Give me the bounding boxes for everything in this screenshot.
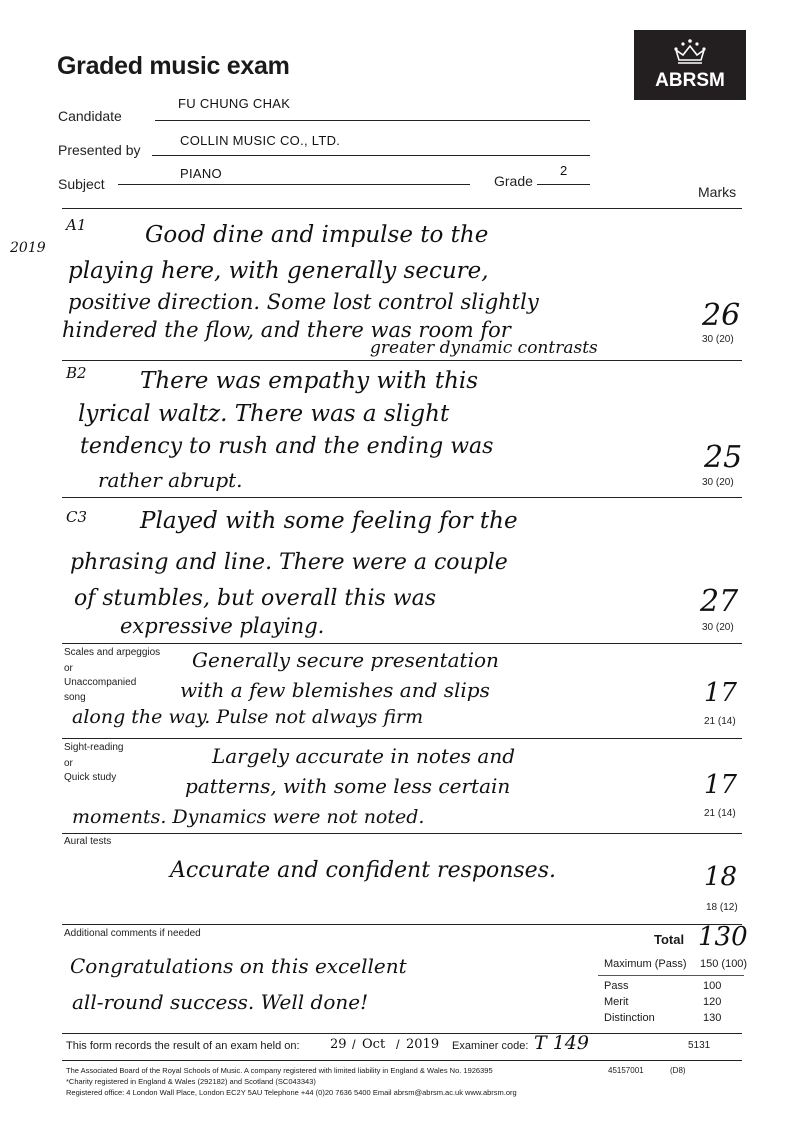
section-label: Sight-reading <box>64 742 124 753</box>
comment-line: rather abrupt. <box>98 468 243 492</box>
pass-label: Pass <box>604 980 629 992</box>
distinction-label: Distinction <box>604 1012 655 1024</box>
comment-line: greater dynamic contrasts <box>370 338 598 358</box>
pass-value: 100 <box>703 980 722 992</box>
comment-line: all-round success. Well done! <box>72 990 369 1014</box>
fine-print: Registered office: 4 London Wall Place, London EC2Y 5AU Telephone +44 (0)20 7636 5400 Email abrsm@abrsm.ac.uk www.abrsm.org <box>66 1088 517 1097</box>
presented-by-label: Presented by <box>58 142 141 158</box>
section-mark: 17 <box>704 678 738 708</box>
comment-line: tendency to rush and the ending was <box>80 434 494 459</box>
comment-line: Largely accurate in notes and <box>212 744 516 768</box>
fine-print: The Associated Board of the Royal Schools of Music. A company registered with limited liability in England & Wales No. 1926395 <box>66 1066 493 1075</box>
section-mark: 18 <box>704 862 738 892</box>
section-mark: 26 <box>702 298 741 333</box>
section-max: 21 (14) <box>704 716 736 727</box>
additional-comments-label: Additional comments if needed <box>64 928 201 939</box>
result-statement: This form records the result of an exam held on: <box>66 1040 300 1052</box>
exam-date-month: Oct <box>362 1037 386 1052</box>
comment-line: lyrical waltz. There was a slight <box>78 401 450 427</box>
comment-line: expressive playing. <box>120 614 325 638</box>
grade-label: Grade <box>494 173 533 189</box>
exam-date-day: 29 <box>330 1037 347 1052</box>
section-label: Quick study <box>64 772 117 783</box>
grade-value: 2 <box>560 163 568 178</box>
section-label: Aural tests <box>64 836 112 847</box>
fine-print: *Charity registered in England & Wales (292182) and Scotland (SC043343) <box>66 1077 316 1086</box>
section-label: or <box>64 663 73 674</box>
comment-line: Generally secure presentation <box>192 648 499 672</box>
right-code: 5131 <box>688 1040 711 1051</box>
reference-number: 45157001 <box>608 1066 644 1075</box>
comment-line: with a few blemishes and slips <box>180 678 490 702</box>
section-label: Unaccompanied <box>64 677 137 688</box>
comment-line: hindered the flow, and there was room for <box>62 318 511 342</box>
section-label: or <box>64 758 73 769</box>
maximum-value: 150 (100) <box>700 958 748 970</box>
section-max: 18 (12) <box>706 902 738 913</box>
subject-label: Subject <box>58 176 105 192</box>
comment-line: of stumbles, but overall this was <box>74 586 437 611</box>
crown-icon <box>634 30 746 70</box>
section-code: A1 <box>66 216 87 234</box>
margin-year-note: 2019 <box>10 240 46 256</box>
marks-column-label: Marks <box>698 184 737 200</box>
comment-line: along the way. Pulse not always firm <box>72 706 424 728</box>
logo-text: ABRSM <box>655 70 725 91</box>
comment-line: positive direction. Some lost control slightly <box>68 290 539 314</box>
subject-value: PIANO <box>180 166 222 181</box>
comment-line: moments. Dynamics were not noted. <box>72 806 425 828</box>
exam-date-year: 2019 <box>406 1037 440 1052</box>
presented-by-value: COLLIN MUSIC CO., LTD. <box>180 133 341 148</box>
comment-line: phrasing and line. There were a couple <box>70 550 508 575</box>
merit-label: Merit <box>604 996 629 1008</box>
examiner-code-label: Examiner code: <box>452 1040 529 1052</box>
distinction-value: 130 <box>703 1012 722 1024</box>
section-mark: 17 <box>704 770 738 800</box>
section-label: song <box>64 692 86 703</box>
examiner-code-value: T 149 <box>534 1032 589 1054</box>
page-title: Graded music exam <box>57 52 290 80</box>
section-max: 30 (20) <box>702 622 734 633</box>
abrsm-logo <box>634 30 746 100</box>
comment-line: There was empathy with this <box>140 368 479 394</box>
comment-line: patterns, with some less certain <box>185 774 511 798</box>
section-max: 30 (20) <box>702 477 734 488</box>
total-label: Total <box>654 932 685 947</box>
section-code: C3 <box>66 508 88 526</box>
comment-line: playing here, with generally secure, <box>68 258 489 284</box>
reference-code: (D8) <box>670 1066 686 1075</box>
comment-line: Accurate and confident responses. <box>170 858 556 883</box>
section-mark: 25 <box>704 440 743 475</box>
section-label: Scales and arpeggios <box>64 647 161 658</box>
comment-line: Good dine and impulse to the <box>145 222 489 248</box>
merit-value: 120 <box>703 996 722 1008</box>
total-value: 130 <box>698 922 748 952</box>
maximum-label: Maximum (Pass) <box>604 958 687 970</box>
section-code: B2 <box>66 364 87 382</box>
section-max: 30 (20) <box>702 334 734 345</box>
candidate-label: Candidate <box>58 108 122 124</box>
comment-line: Played with some feeling for the <box>140 508 518 534</box>
section-max: 21 (14) <box>704 808 736 819</box>
comment-line: Congratulations on this excellent <box>70 954 407 978</box>
candidate-value: FU CHUNG CHAK <box>178 96 291 111</box>
section-mark: 27 <box>700 584 739 619</box>
